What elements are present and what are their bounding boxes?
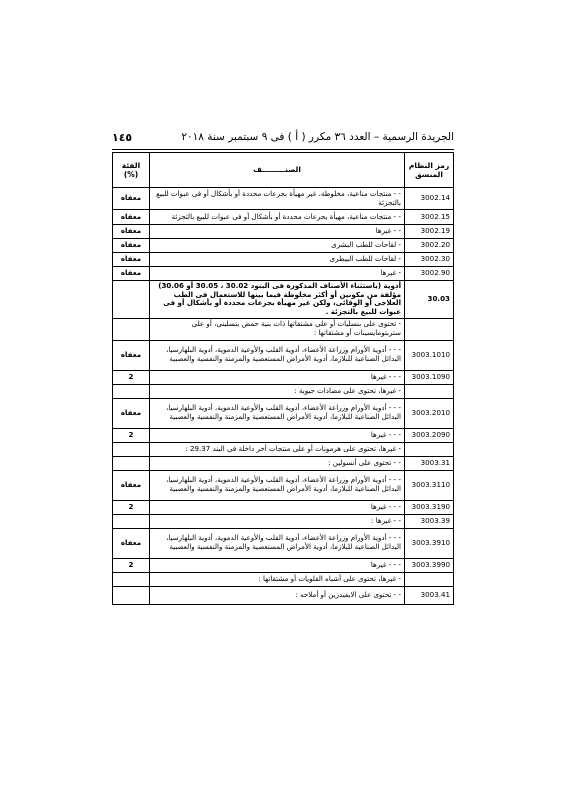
description-cell: - - - أدوية الأورام وزراعة الأعضاء، أدوية القلب والأوعية الدموية، أدوية البلهارسيا، البدائل الصناعية للبلازما، أدوية الأمراض المستعصية والمزمنة والنفسية والعصبية bbox=[150, 340, 405, 370]
table-row bbox=[113, 528, 454, 558]
hs-code-cell: 3002.14 bbox=[405, 188, 454, 210]
table-row bbox=[113, 572, 454, 586]
description-cell: - - منتجات مناعية، مهيأة بجرعات محددة أو بأشكال أو فى عبوات للبيع بالتجزئة bbox=[150, 210, 405, 225]
description-cell: - - - غيرها bbox=[150, 558, 405, 572]
table-row bbox=[113, 586, 454, 604]
rate-cell bbox=[113, 586, 150, 604]
description-cell: - - غيرها bbox=[150, 225, 405, 239]
table-row bbox=[113, 340, 454, 370]
hs-code-cell: 3003.3190 bbox=[405, 500, 454, 514]
hs-code-cell: 3002.19 bbox=[405, 225, 454, 239]
rate-cell: معفاه bbox=[113, 239, 150, 253]
page-header bbox=[112, 129, 454, 147]
table-row bbox=[113, 470, 454, 500]
description-cell: - غيرها، تحتوى على مضادات حيوية : bbox=[150, 384, 405, 398]
rate-cell: معفاه bbox=[113, 267, 150, 281]
description-cell: - - - غيرها bbox=[150, 428, 405, 442]
hs-code-cell: 3002.15 bbox=[405, 210, 454, 225]
table-row bbox=[113, 267, 454, 281]
hs-code-cell bbox=[405, 318, 454, 340]
hs-code-cell: 3003.31 bbox=[405, 456, 454, 470]
table-row bbox=[113, 253, 454, 267]
rate-cell bbox=[113, 384, 150, 398]
rate-cell: 2 bbox=[113, 428, 150, 442]
hs-code-cell: 3003.1010 bbox=[405, 340, 454, 370]
description-cell: - - - غيرها bbox=[150, 370, 405, 384]
description-cell: - لقاحات للطب البشرى bbox=[150, 239, 405, 253]
table-row bbox=[113, 210, 454, 225]
table-row bbox=[113, 428, 454, 442]
rate-cell bbox=[113, 514, 150, 528]
table-row bbox=[113, 442, 454, 456]
description-cell: - - تحتوى على أنسولين : bbox=[150, 456, 405, 470]
description-cell: - تحتوى على بنسليات أو على مشتقاتها ذات بنية حمض بنسلينى، أو على ستربتومايسينات أو مشتقاتها : bbox=[150, 318, 405, 340]
hs-code-cell bbox=[405, 442, 454, 456]
table-row bbox=[113, 514, 454, 528]
description-cell: - غيرها، تحتوى على هرمونات أو على منتجات أخر داخلة فى البند 29.37 : bbox=[150, 442, 405, 456]
description-cell: - - - أدوية الأورام وزراعة الأعضاء، أدوية القلب والأوعية الدموية، أدوية البلهارسيا، البدائل الصناعية للبلازما، أدوية الأمراض المستعصية والمزمنة والنفسية والعصبية bbox=[150, 528, 405, 558]
description-cell: - غيرها bbox=[150, 267, 405, 281]
description-cell: أدوية (باستثناء الأصناف المذكورة فى البنود 30.02 ، 30.05 أو 30.06) مؤلفة من مكونين أو أكثر مخلوطة فيما بينها للاستعمال فى الطب العلاجى أو الوقائى، ولكن غير مهيأة بجرعات محددة أو بأشكال أو فى عبوات للبيع بالتجزئة . bbox=[150, 281, 405, 319]
table-row bbox=[113, 384, 454, 398]
rate-cell bbox=[113, 456, 150, 470]
rate-cell: معفاه bbox=[113, 398, 150, 428]
rate-cell bbox=[113, 442, 150, 456]
rate-cell: 2 bbox=[113, 500, 150, 514]
table-row bbox=[113, 318, 454, 340]
hs-code-cell: 3003.39 bbox=[405, 514, 454, 528]
rate-cell: معفاه bbox=[113, 253, 150, 267]
hs-code-cell: 30.03 bbox=[405, 281, 454, 319]
description-cell: - - - أدوية الأورام وزراعة الأعضاء، أدوية القلب والأوعية الدموية، أدوية البلهارسيا، البدائل الصناعية للبلازما، أدوية الأمراض المستعصية والمزمنة والنفسية والعصبية bbox=[150, 470, 405, 500]
hs-code-cell: 3003.3910 bbox=[405, 528, 454, 558]
col-header-description: الصنـــــــــف bbox=[150, 153, 405, 188]
hs-code-cell: 3002.20 bbox=[405, 239, 454, 253]
hs-code-cell bbox=[405, 384, 454, 398]
rate-cell: 2 bbox=[113, 370, 150, 384]
rate-cell bbox=[113, 572, 150, 586]
col-header-code: رمز النظام المنسق bbox=[405, 153, 454, 188]
table-row bbox=[113, 225, 454, 239]
description-cell: - - - غيرها bbox=[150, 500, 405, 514]
table-row bbox=[113, 239, 454, 253]
header-rule bbox=[112, 149, 454, 150]
table-row bbox=[113, 398, 454, 428]
rate-cell: معفاه bbox=[113, 470, 150, 500]
table-row bbox=[113, 281, 454, 319]
hs-code-cell: 3002.90 bbox=[405, 267, 454, 281]
rate-cell: معفاه bbox=[113, 528, 150, 558]
gazette-title: الجريدة الرسمية – العدد ٣٦ مكرر ( أ ) فى ٩ سبتمبر سنة ٢٠١٨ bbox=[181, 131, 454, 143]
hs-code-cell: 3003.3990 bbox=[405, 558, 454, 572]
rate-cell bbox=[113, 281, 150, 319]
hs-code-cell: 3003.2010 bbox=[405, 398, 454, 428]
description-cell: - غيرها، تحتوى على أشباه القلويات أو مشتقاتها : bbox=[150, 572, 405, 586]
hs-code-cell: 3003.1090 bbox=[405, 370, 454, 384]
rate-cell bbox=[113, 318, 150, 340]
description-cell: - لقاحات للطب البيطرى bbox=[150, 253, 405, 267]
description-cell: - - منتجات مناعية، مخلوطة، غير مهيأة بجرعات محددة أو بأشكال أو فى عبوات للبيع بالتجزئة bbox=[150, 188, 405, 210]
hs-code-cell: 3003.41 bbox=[405, 586, 454, 604]
rate-cell: معفاه bbox=[113, 340, 150, 370]
table-row bbox=[113, 188, 454, 210]
rate-cell: 2 bbox=[113, 558, 150, 572]
rate-cell: معفاه bbox=[113, 225, 150, 239]
table-header-row bbox=[113, 153, 454, 188]
table-row bbox=[113, 370, 454, 384]
table-body bbox=[113, 188, 454, 605]
page-number: ١٤٥ bbox=[112, 131, 133, 144]
rate-cell: معفاه bbox=[113, 188, 150, 210]
hs-code-cell: 3002.30 bbox=[405, 253, 454, 267]
description-cell: - - تحتوى على الايفيدرين أو أملاحه : bbox=[150, 586, 405, 604]
rate-cell: معفاه bbox=[113, 210, 150, 225]
table-row bbox=[113, 456, 454, 470]
hs-code-cell: 3003.3110 bbox=[405, 470, 454, 500]
hs-code-cell: 3003.2090 bbox=[405, 428, 454, 442]
description-cell: - - - أدوية الأورام وزراعة الأعضاء، أدوية القلب والأوعية الدموية، أدوية البلهارسيا، البدائل الصناعية للبلازما، أدوية الأمراض المستعصية والمزمنة والنفسية والعصبية bbox=[150, 398, 405, 428]
table-row bbox=[113, 558, 454, 572]
description-cell: - - غيرها : bbox=[150, 514, 405, 528]
table-row bbox=[113, 500, 454, 514]
hs-code-cell bbox=[405, 572, 454, 586]
col-header-rate: الفئة (%) bbox=[113, 153, 150, 188]
tariff-table bbox=[112, 152, 454, 605]
